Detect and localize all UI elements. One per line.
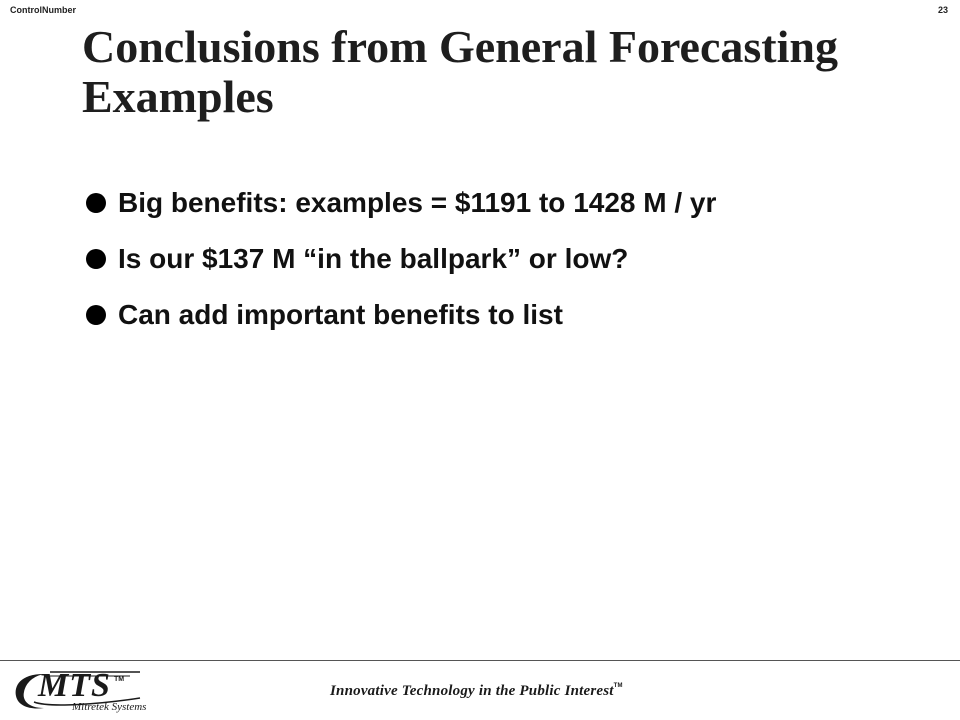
bullet-item: [82, 240, 902, 278]
logo-wordmark: MTS: [38, 667, 111, 704]
logo-subtitle: Mitretek Systems: [72, 701, 147, 713]
bullet-list: [82, 184, 902, 352]
slide-title: Conclusions from General Forecasting Examples: [82, 21, 838, 122]
mitretek-logo: [10, 668, 160, 714]
footer-tagline: [330, 683, 623, 700]
bullet-dot-icon: [86, 249, 106, 269]
tagline-text: Innovative Technology in the Public Interest: [330, 683, 614, 699]
bullet-dot-icon: [86, 193, 106, 213]
bullet-item: [82, 296, 902, 334]
page-number: 23: [937, 5, 948, 15]
control-number-label: ControlNumber: [10, 5, 76, 15]
bullet-dot-icon: [86, 305, 106, 325]
bullet-item: [82, 184, 902, 222]
bullet-text: Big benefits: examples = $1191 to 1428 M / yr: [118, 187, 717, 218]
bullet-text: Is our $137 M “in the ballpark” or low?: [118, 243, 629, 274]
footer-divider: [0, 660, 960, 661]
logo-trademark: TM: [114, 676, 125, 683]
bullet-text: Can add important benefits to list: [118, 299, 563, 330]
tagline-trademark: TM: [613, 683, 623, 689]
